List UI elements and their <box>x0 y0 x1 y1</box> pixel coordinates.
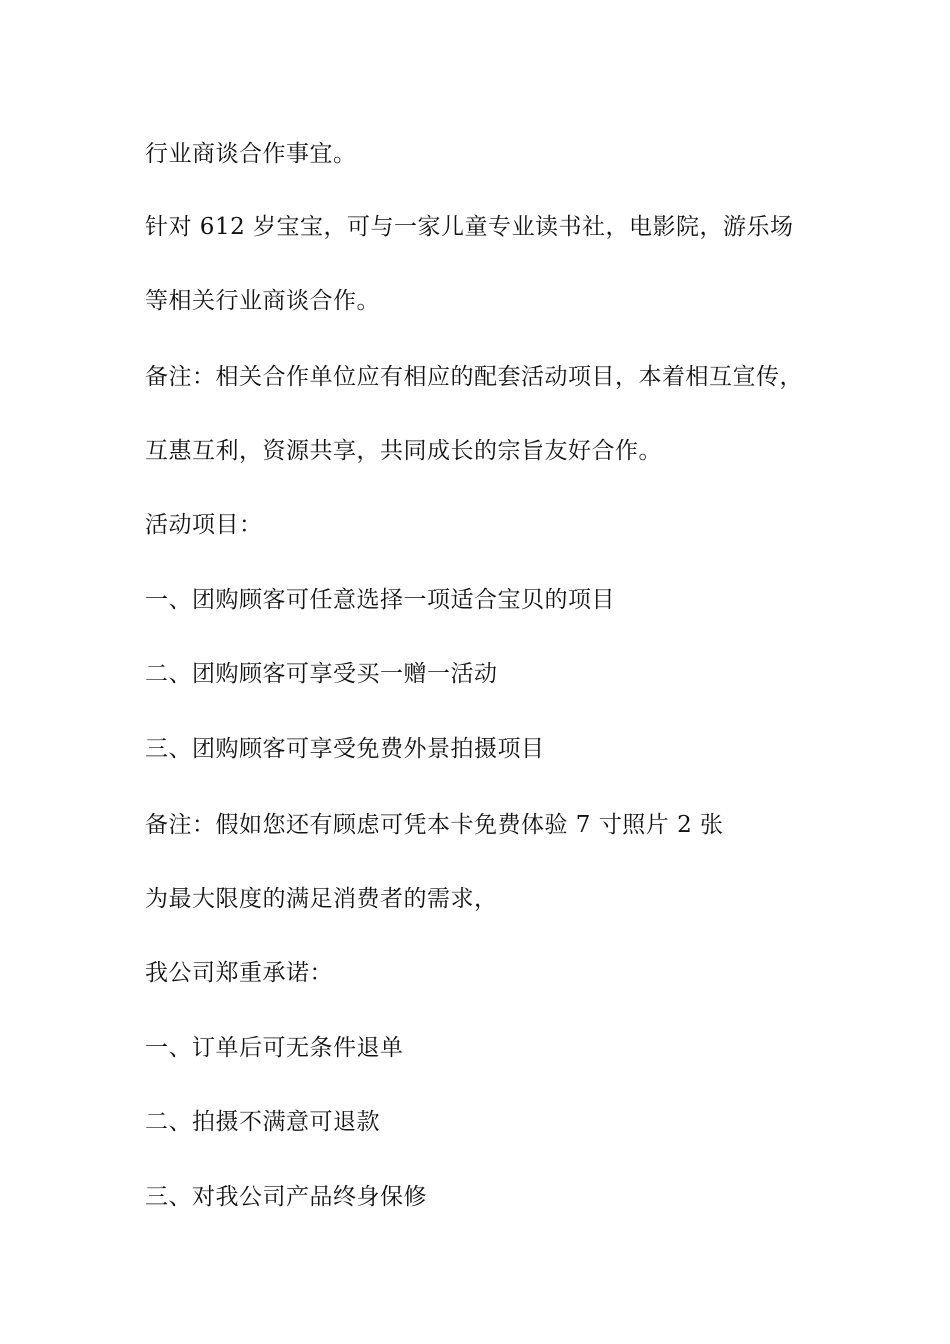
paragraph-5: 互惠互利，资源共享，共同成长的宗旨友好合作。 <box>145 438 662 464</box>
activity-item-2: 二、团购顾客可享受买一赠一活动 <box>145 661 498 687</box>
commitment-item-3: 三、对我公司产品终身保修 <box>145 1184 427 1210</box>
paragraph-note: 备注：假如您还有顾虑可凭本卡免费体验 7 寸照片 2 张 <box>145 812 724 838</box>
commitment-item-1: 一、订单后可无条件退单 <box>145 1035 404 1061</box>
commitment-item-2: 二、拍摄不满意可退款 <box>145 1109 380 1135</box>
activity-item-1: 一、团购顾客可任意选择一项适合宝贝的项目 <box>145 587 615 613</box>
paragraph-4: 备注：相关合作单位应有相应的配套活动项目，本着相互宣传， <box>145 364 803 390</box>
paragraph-purpose: 为最大限度的满足消费者的需求， <box>145 886 498 912</box>
paragraph-2: 针对 612 岁宝宝，可与一家儿童专业读书社，电影院，游乐场 <box>145 214 794 240</box>
section-heading-commitment: 我公司郑重承诺： <box>145 960 333 986</box>
paragraph-3: 等相关行业商谈合作。 <box>145 288 380 314</box>
activity-item-3: 三、团购顾客可享受免费外景拍摄项目 <box>145 736 545 762</box>
paragraph-1: 行业商谈合作事宜。 <box>145 141 357 167</box>
section-heading-activities: 活动项目： <box>145 512 263 538</box>
